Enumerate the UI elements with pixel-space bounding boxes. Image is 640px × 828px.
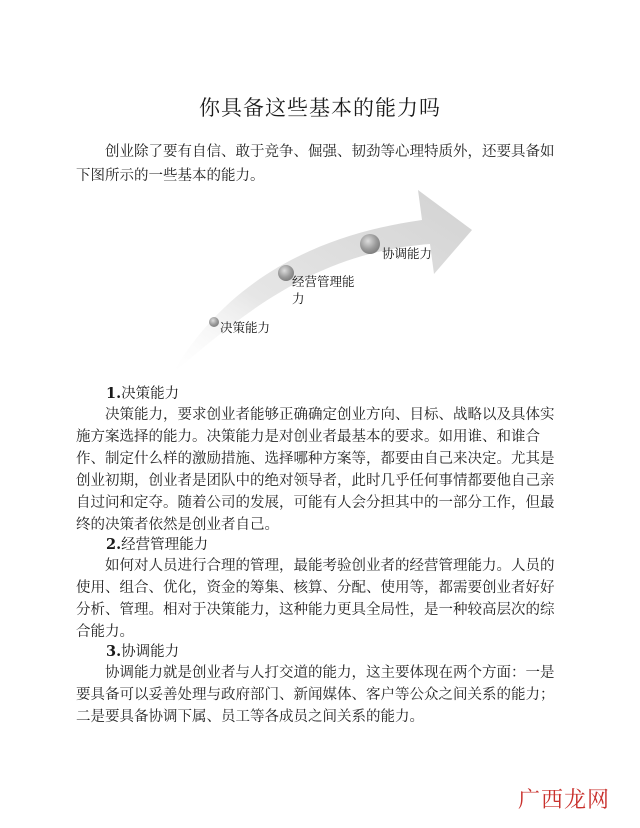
- section-heading-text: 协调能力: [121, 644, 180, 660]
- section-heading-2: [106, 533, 208, 554]
- coordination-dot: [360, 234, 380, 254]
- diagram-label-management: 经营管理能力: [292, 274, 355, 306]
- section-body-3: 协调能力就是创业者与人打交道的能力，这主要体现在两个方面：一是要具备可以妥善处理与政府部门、新闻媒体、客户等公众之间关系的能力；二是要具备协调下属、员工等各成员之间关系的能力。: [76, 665, 555, 725]
- page-title: 你具备这些基本的能力吗: [199, 96, 441, 120]
- diagram-label-decision: 决策能力: [220, 320, 271, 335]
- decision-dot: [209, 317, 219, 327]
- section-heading-text: 决策能力: [121, 386, 180, 402]
- section-body-1: 决策能力，要求创业者能够正确确定创业方向、目标、战略以及具体实施方案选择的能力。决策能力是对创业者最基本的要求。如用谁、和谁合作、制定什么样的激励措施、选择哪种方案等，都要由自己来决定。尤其是创业初期，创业者是团队中的绝对领导者，此时几乎任何事情都要他自己亲自过问和定夺。随着公司的发展，可能有人会分担其中的一部分工作，但最终的决策者依然是创业者自己。: [76, 407, 555, 533]
- section-heading-text: 经营管理能力: [121, 537, 209, 553]
- section-number: 3.: [106, 643, 122, 660]
- intro-paragraph: 创业除了要有自信、敢于竞争、倔强、韧劲等心理特质外，还要具备如下图所示的一些基本的能力。: [76, 144, 555, 184]
- section-heading-3: [106, 640, 179, 661]
- diagram-label-coordination: 协调能力: [382, 246, 433, 261]
- site-watermark: 广西龙网: [517, 788, 610, 813]
- section-number: 1.: [106, 385, 122, 402]
- section-heading-1: [106, 382, 179, 403]
- ability-arrow-diagram: [160, 182, 490, 382]
- section-number: 2.: [106, 536, 122, 553]
- section-body-2: 如何对人员进行合理的管理，最能考验创业者的经营管理能力。人员的使用、组合、优化，资金的筹集、核算、分配、使用等，都需要创业者好好分析、管理。相对于决策能力，这种能力更具全局性，是一种较高层次的综合能力。: [76, 558, 555, 640]
